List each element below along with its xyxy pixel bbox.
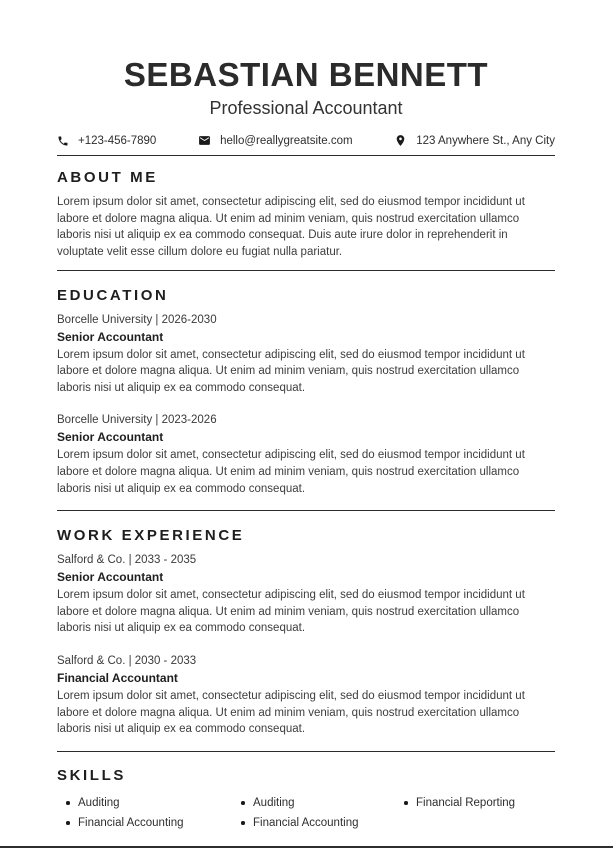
skill-item: Financial Accounting	[232, 813, 395, 833]
education-entry-meta: Borcelle University | 2026-2030	[57, 313, 217, 326]
skill-item: Financial Reporting	[395, 793, 555, 813]
envelope-icon	[198, 134, 211, 147]
work-experience-section	[57, 511, 555, 752]
work-experience-heading: WORK EXPERIENCE	[57, 527, 245, 545]
about-body: Lorem ipsum dolor sit amet, consectetur adipiscing elit, sed do eiusmod tempor incididunt ut labore et dolore magna aliqua. Ut enim ad minim veniam, quis nostrud exercitation ullamco laboris nisi ut aliquip ex ea commodo consequat. Duis aute irure dolor in reprehenderit in voluptate velit esse cillum dolore eu fugiat nulla pariatur.	[57, 196, 525, 259]
skill-item: Financial Accounting	[57, 813, 232, 833]
work-entry-meta: Salford & Co. | 2030 - 2033	[57, 655, 197, 668]
phone-icon	[57, 135, 69, 147]
education-entry-meta: Borcelle University | 2023-2026	[57, 414, 217, 427]
person-name: SEBASTIAN BENNETT	[123, 56, 489, 93]
education-entry	[57, 314, 555, 397]
work-entry-description: Lorem ipsum dolor sit amet, consectetur adipiscing elit, sed do eiusmod tempor incididunt ut labore et dolore magna aliqua. Ut enim ad minim veniam, quis nostrud exercitation ullamco laboris nisi ut aliquip ex ea commodo consequat.	[57, 589, 525, 635]
contact-email-value: hello@reallygreatsite.com	[220, 134, 353, 147]
skills-section	[57, 752, 555, 833]
contact-row	[57, 134, 555, 147]
skills-column	[232, 793, 395, 833]
page-bottom-edge	[0, 846, 613, 849]
contact-address-value: 123 Anywhere St., Any City	[416, 134, 555, 147]
work-entry-role: Financial Accountant	[57, 671, 178, 686]
work-entry-description: Lorem ipsum dolor sit amet, consectetur adipiscing elit, sed do eiusmod tempor incididunt ut labore et dolore magna aliqua. Ut enim ad minim veniam, quis nostrud exercitation ullamco laboris nisi ut aliquip ex ea commodo consequat.	[57, 690, 525, 736]
skills-heading: SKILLS	[57, 766, 126, 784]
contact-phone-value: +123-456-7890	[78, 134, 157, 147]
skill-item: Auditing	[57, 793, 232, 813]
resume-content	[57, 0, 555, 833]
education-heading: EDUCATION	[57, 286, 169, 304]
education-entry-role: Senior Accountant	[57, 329, 164, 344]
work-experience-entry	[57, 554, 555, 637]
work-entry-role: Senior Accountant	[57, 570, 164, 585]
education-entry-description: Lorem ipsum dolor sit amet, consectetur adipiscing elit, sed do eiusmod tempor incididunt ut labore et dolore magna aliqua. Ut enim ad minim veniam, quis nostrud exercitation ullamco laboris nisi ut aliquip ex ea commodo consequat.	[57, 449, 525, 495]
contact-phone	[57, 135, 156, 147]
education-entry-role: Senior Accountant	[57, 430, 164, 445]
skills-column	[57, 793, 232, 833]
education-section	[57, 271, 555, 512]
person-title: Professional Accountant	[209, 98, 403, 119]
education-entry-description: Lorem ipsum dolor sit amet, consectetur adipiscing elit, sed do eiusmod tempor incididunt ut labore et dolore magna aliqua. Ut enim ad minim veniam, quis nostrud exercitation ullamco laboris nisi ut aliquip ex ea commodo consequat.	[57, 348, 525, 394]
location-pin-icon	[394, 134, 407, 147]
about-section	[57, 156, 555, 270]
skill-item: Auditing	[232, 793, 395, 813]
skills-grid	[57, 793, 555, 833]
work-experience-entry	[57, 655, 555, 738]
education-entry	[57, 414, 555, 497]
skills-column	[395, 793, 555, 833]
about-heading: ABOUT ME	[57, 169, 158, 187]
contact-email	[198, 134, 352, 147]
work-entry-meta: Salford & Co. | 2033 - 2035	[57, 554, 197, 567]
contact-address	[394, 134, 555, 147]
